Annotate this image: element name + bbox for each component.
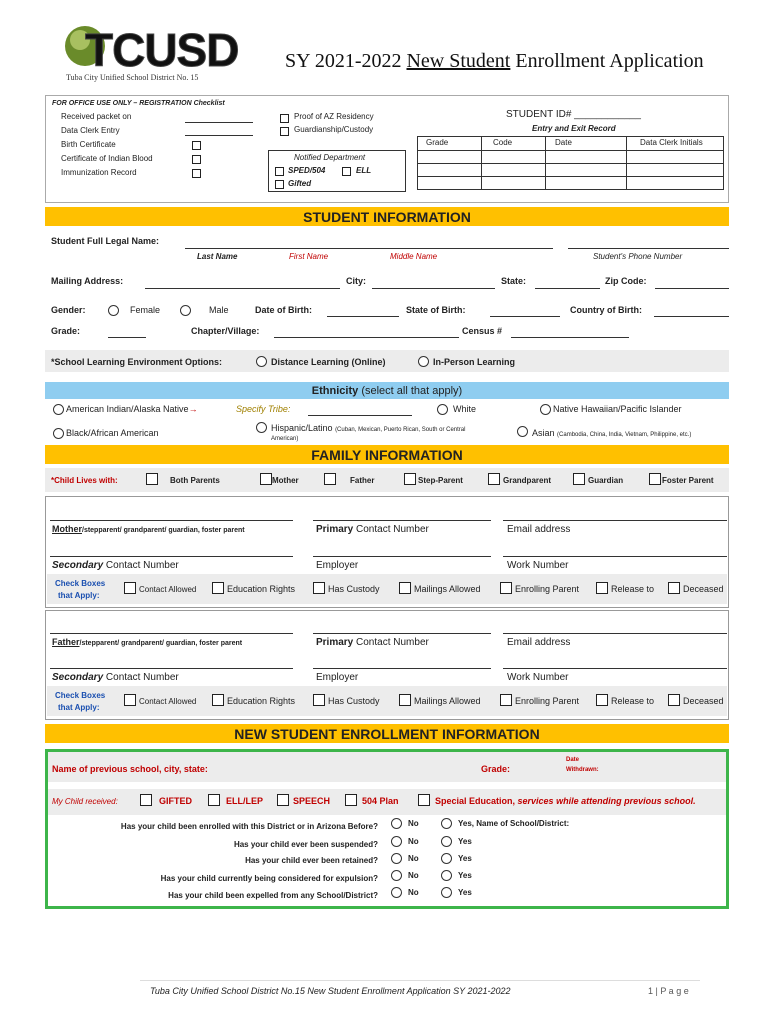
state-label: State:: [501, 276, 527, 286]
logo-subtitle: Tuba City Unified School District No. 15: [66, 73, 199, 82]
m-release-checkbox[interactable]: [596, 582, 608, 594]
q4-no-radio[interactable]: [391, 870, 402, 881]
m-check-label: Deceased: [683, 584, 724, 594]
hispanic-label: Hispanic/Latino (Cuban, Mexican, Puerto Rican, South or Central: [271, 423, 466, 433]
m-deceased-checkbox[interactable]: [668, 582, 680, 594]
white-label: White: [453, 404, 477, 414]
question: Has your child ever been suspended?: [233, 840, 378, 849]
check-apply-label: that Apply:: [58, 703, 100, 712]
enrollment-header: NEW STUDENT ENROLLMENT INFORMATION: [45, 724, 729, 743]
father-work-line[interactable]: [503, 668, 727, 669]
mailing-line[interactable]: [145, 288, 340, 289]
env-label: *School Learning Environment Options:: [51, 357, 223, 367]
f-check-label: Release to: [611, 696, 655, 706]
mother-checkbox[interactable]: [260, 473, 272, 485]
father-checkbox[interactable]: [324, 473, 336, 485]
nhpi-radio[interactable]: [540, 404, 551, 415]
col-grade: Grade: [426, 138, 449, 147]
full-name-label: Student Full Legal Name:: [51, 236, 160, 246]
lives-with-label: *Child Lives with:: [51, 476, 118, 485]
received-opt: SPEECH: [293, 796, 331, 806]
mother-primary-line[interactable]: [313, 520, 491, 521]
no-label: No: [408, 871, 419, 880]
country-birth-line[interactable]: [654, 316, 729, 317]
male-radio[interactable]: [180, 305, 191, 316]
hispanic-radio[interactable]: [256, 422, 267, 433]
f-deceased-checkbox[interactable]: [668, 694, 680, 706]
col-code: Code: [493, 138, 513, 147]
yes-label: Yes: [458, 837, 472, 846]
lives-opt: Father: [350, 476, 375, 485]
father-employer-label: Employer: [316, 672, 359, 683]
lives-opt: Foster Parent: [662, 476, 714, 485]
q5-no-radio[interactable]: [391, 887, 402, 898]
office-item: Certificate of Indian Blood: [61, 154, 153, 163]
father-email-label: Email address: [507, 637, 571, 648]
tribe-line[interactable]: [308, 415, 412, 416]
father-email-line[interactable]: [503, 633, 727, 634]
black-radio[interactable]: [53, 428, 64, 439]
stepparent-checkbox[interactable]: [404, 473, 416, 485]
student-info-header: STUDENT INFORMATION: [45, 207, 729, 226]
grandparent-checkbox[interactable]: [488, 473, 500, 485]
zip-line[interactable]: [655, 288, 729, 289]
page-title: SY 2021-2022 New Student Enrollment Application: [285, 50, 704, 72]
sped-label: SPED/504: [288, 166, 326, 175]
residency-checkbox[interactable]: [280, 114, 289, 123]
m-contact-checkbox[interactable]: [124, 582, 136, 594]
state-birth-line[interactable]: [490, 316, 560, 317]
census-line[interactable]: [511, 337, 629, 338]
yes-label: Yes: [458, 888, 472, 897]
mother-secondary-label: Secondary Contact Number: [52, 560, 179, 571]
gifted-checkbox[interactable]: [275, 180, 284, 189]
student-id: STUDENT ID# ____________: [506, 109, 641, 120]
no-label: No: [408, 854, 419, 863]
date-withdrawn-2: Withdrawn:: [566, 767, 599, 773]
chapter-line[interactable]: [274, 337, 459, 338]
father-secondary-label: Secondary Contact Number: [52, 672, 179, 683]
m-enroll-checkbox[interactable]: [500, 582, 512, 594]
received-line[interactable]: [185, 122, 253, 123]
received-opt: GIFTED: [159, 796, 192, 806]
f-check-label: Has Custody: [328, 696, 380, 706]
col-date: Date: [555, 138, 572, 147]
zip-label: Zip Code:: [605, 276, 647, 286]
mother-employer-label: Employer: [316, 560, 359, 571]
lives-opt: Grandparent: [503, 476, 552, 485]
state-line[interactable]: [535, 288, 600, 289]
mother-email-line[interactable]: [503, 520, 727, 521]
question: Has your child currently being considered for expulsion?: [160, 874, 378, 883]
f-check-label: Deceased: [683, 696, 724, 706]
office-item: Immunization Record: [61, 168, 137, 177]
f-mail-checkbox[interactable]: [399, 694, 411, 706]
phone-label: Student's Phone Number: [593, 252, 683, 261]
immunization-checkbox[interactable]: [192, 169, 201, 178]
m-custody-checkbox[interactable]: [313, 582, 325, 594]
check-boxes-label: Check Boxes: [55, 579, 106, 588]
father-secondary-line[interactable]: [50, 668, 293, 669]
mailing-label: Mailing Address:: [51, 276, 124, 286]
504-received-checkbox[interactable]: [345, 794, 357, 806]
received-label: My Child received:: [52, 797, 118, 806]
f-check-label: Contact Allowed: [139, 697, 197, 706]
guardian-checkbox[interactable]: [573, 473, 585, 485]
office-item: Birth Certificate: [61, 140, 116, 149]
mother-name-line[interactable]: [50, 520, 293, 521]
ai-label: American Indian/Alaska Native→: [66, 404, 198, 414]
foster-checkbox[interactable]: [649, 473, 661, 485]
dob-line[interactable]: [327, 316, 399, 317]
father-primary-line[interactable]: [313, 633, 491, 634]
office-right-item: Guardianship/Custody: [294, 125, 374, 134]
page-number: 1 | P a g e: [648, 986, 689, 996]
father-primary-label: Primary Contact Number: [316, 637, 429, 648]
full-name-line[interactable]: [185, 248, 553, 249]
gifted-received-checkbox[interactable]: [140, 794, 152, 806]
birth-cert-checkbox[interactable]: [192, 141, 201, 150]
f-check-label: Mailings Allowed: [414, 696, 481, 706]
q1-no-radio[interactable]: [391, 818, 402, 829]
family-info-header: FAMILY INFORMATION: [45, 445, 729, 464]
black-label: Black/African American: [66, 428, 159, 438]
f-check-label: Education Rights: [227, 696, 296, 706]
cib-checkbox[interactable]: [192, 155, 201, 164]
mother-email-label: Email address: [507, 524, 571, 535]
mother-primary-label: Primary Contact Number: [316, 524, 429, 535]
q2-no-radio[interactable]: [391, 836, 402, 847]
inperson-radio[interactable]: [418, 356, 429, 367]
office-item: Data Clerk Entry: [61, 126, 120, 135]
office-item: Received packet on: [61, 112, 132, 121]
yes-label: Yes: [458, 871, 472, 880]
father-name-line[interactable]: [50, 633, 293, 634]
chapter-label: Chapter/Village:: [191, 326, 260, 336]
mother-employer-line[interactable]: [313, 556, 491, 557]
mother-work-line[interactable]: [503, 556, 727, 557]
no-label: No: [408, 888, 419, 897]
q1-yes-radio[interactable]: [441, 818, 452, 829]
custody-checkbox[interactable]: [280, 127, 289, 136]
tribe-label: Specify Tribe:: [236, 404, 291, 414]
hispanic-note2: American): [271, 436, 299, 442]
col-initials: Data Clerk Initials: [640, 138, 703, 147]
m-check-label: Education Rights: [227, 584, 296, 594]
first-name-label: First Name: [289, 252, 329, 261]
ell-received-checkbox[interactable]: [208, 794, 220, 806]
sped-received-checkbox[interactable]: [418, 794, 430, 806]
city-line[interactable]: [372, 288, 495, 289]
ell-label: ELL: [356, 166, 372, 175]
white-radio[interactable]: [437, 404, 448, 415]
m-check-label: Enrolling Parent: [515, 584, 580, 594]
phone-line[interactable]: [568, 248, 729, 249]
ai-radio[interactable]: [53, 404, 64, 415]
entry-exit-label: Entry and Exit Record: [532, 124, 616, 133]
footer-text: Tuba City Unified School District No.15 New Student Enrollment Application SY 2021-2022: [150, 986, 511, 996]
asian-radio[interactable]: [517, 426, 528, 437]
state-birth-label: State of Birth:: [406, 305, 466, 315]
online-radio[interactable]: [256, 356, 267, 367]
father-work-label: Work Number: [507, 672, 569, 683]
gender-label: Gender:: [51, 305, 86, 315]
enroll-grade-label: Grade:: [481, 764, 511, 774]
logo-text: TCUSD: [85, 24, 239, 76]
f-contact-checkbox[interactable]: [124, 694, 136, 706]
father-label: Father/stepparent/ grandparent/ guardian, foster parent: [52, 637, 243, 647]
prev-school-label: Name of previous school, city, state:: [52, 764, 208, 774]
m-check-label: Mailings Allowed: [414, 584, 481, 594]
check-boxes-label: Check Boxes: [55, 691, 106, 700]
sped-checkbox[interactable]: [275, 167, 284, 176]
question: Has your child ever been retained?: [245, 856, 378, 865]
sped-received-label: Special Education, services while attending previous school.: [435, 796, 696, 806]
office-right-item: Proof of AZ Residency: [294, 112, 374, 121]
speech-received-checkbox[interactable]: [277, 794, 289, 806]
inperson-label: In-Person Learning: [433, 357, 516, 367]
lives-opt: Step-Parent: [418, 476, 463, 485]
q4-yes-radio[interactable]: [441, 870, 452, 881]
online-label: Distance Learning (Online): [271, 357, 386, 367]
census-label: Census #: [462, 326, 503, 336]
m-mail-checkbox[interactable]: [399, 582, 411, 594]
notified-label: Notified Department: [294, 153, 366, 162]
father-employer-line[interactable]: [313, 668, 491, 669]
question: Has your child been expelled from any School/District?: [168, 891, 378, 900]
q3-no-radio[interactable]: [391, 853, 402, 864]
nhpi-label: Native Hawaiian/Pacific Islander: [553, 404, 682, 414]
lives-opt: Both Parents: [170, 476, 220, 485]
female-label: Female: [130, 305, 161, 315]
mother-label: Mother/stepparent/ grandparent/ guardian, foster parent: [52, 524, 245, 534]
date-withdrawn-1: Date: [566, 757, 580, 763]
f-custody-checkbox[interactable]: [313, 694, 325, 706]
data-entry-line[interactable]: [185, 135, 253, 136]
m-edu-checkbox[interactable]: [212, 582, 224, 594]
yes-label: Yes: [458, 854, 472, 863]
grade-label: Grade:: [51, 326, 81, 336]
lives-opt: Guardian: [588, 476, 624, 485]
ethnicity-header: Ethnicity (select all that apply): [45, 382, 729, 399]
f-edu-checkbox[interactable]: [212, 694, 224, 706]
last-name-label: Last Name: [197, 252, 238, 261]
country-birth-label: Country of Birth:: [570, 305, 642, 315]
mother-secondary-line[interactable]: [50, 556, 293, 557]
middle-name-label: Middle Name: [390, 252, 438, 261]
dob-label: Date of Birth:: [255, 305, 312, 315]
m-check-label: Release to: [611, 584, 655, 594]
received-opt: ELL/LEP: [226, 796, 264, 806]
male-label: Male: [209, 305, 229, 315]
f-release-checkbox[interactable]: [596, 694, 608, 706]
f-enroll-checkbox[interactable]: [500, 694, 512, 706]
city-label: City:: [346, 276, 366, 286]
q5-yes-radio[interactable]: [441, 887, 452, 898]
q3-yes-radio[interactable]: [441, 853, 452, 864]
no-label: No: [408, 819, 419, 828]
m-check-label: Has Custody: [328, 584, 380, 594]
office-heading: FOR OFFICE USE ONLY – REGISTRATION Checklist: [52, 100, 225, 107]
footer-divider: [140, 980, 700, 981]
female-radio[interactable]: [108, 305, 119, 316]
m-check-label: Contact Allowed: [139, 585, 197, 594]
received-opt: 504 Plan: [362, 796, 399, 806]
lives-opt: Mother: [272, 476, 299, 485]
mother-work-label: Work Number: [507, 560, 569, 571]
q2-yes-radio[interactable]: [441, 836, 452, 847]
ell-checkbox[interactable]: [342, 167, 351, 176]
grade-line[interactable]: [108, 337, 146, 338]
yes-school-label: Yes, Name of School/District:: [458, 819, 570, 828]
no-label: No: [408, 837, 419, 846]
gifted-label: Gifted: [288, 179, 312, 188]
f-check-label: Enrolling Parent: [515, 696, 580, 706]
question: Has your child been enrolled with this District or in Arizona Before?: [120, 822, 378, 831]
asian-label: Asian (Cambodia, China, India, Vietnam, Philippine, etc.): [532, 428, 692, 438]
check-apply-label: that Apply:: [58, 591, 100, 600]
both-parents-checkbox[interactable]: [146, 473, 158, 485]
